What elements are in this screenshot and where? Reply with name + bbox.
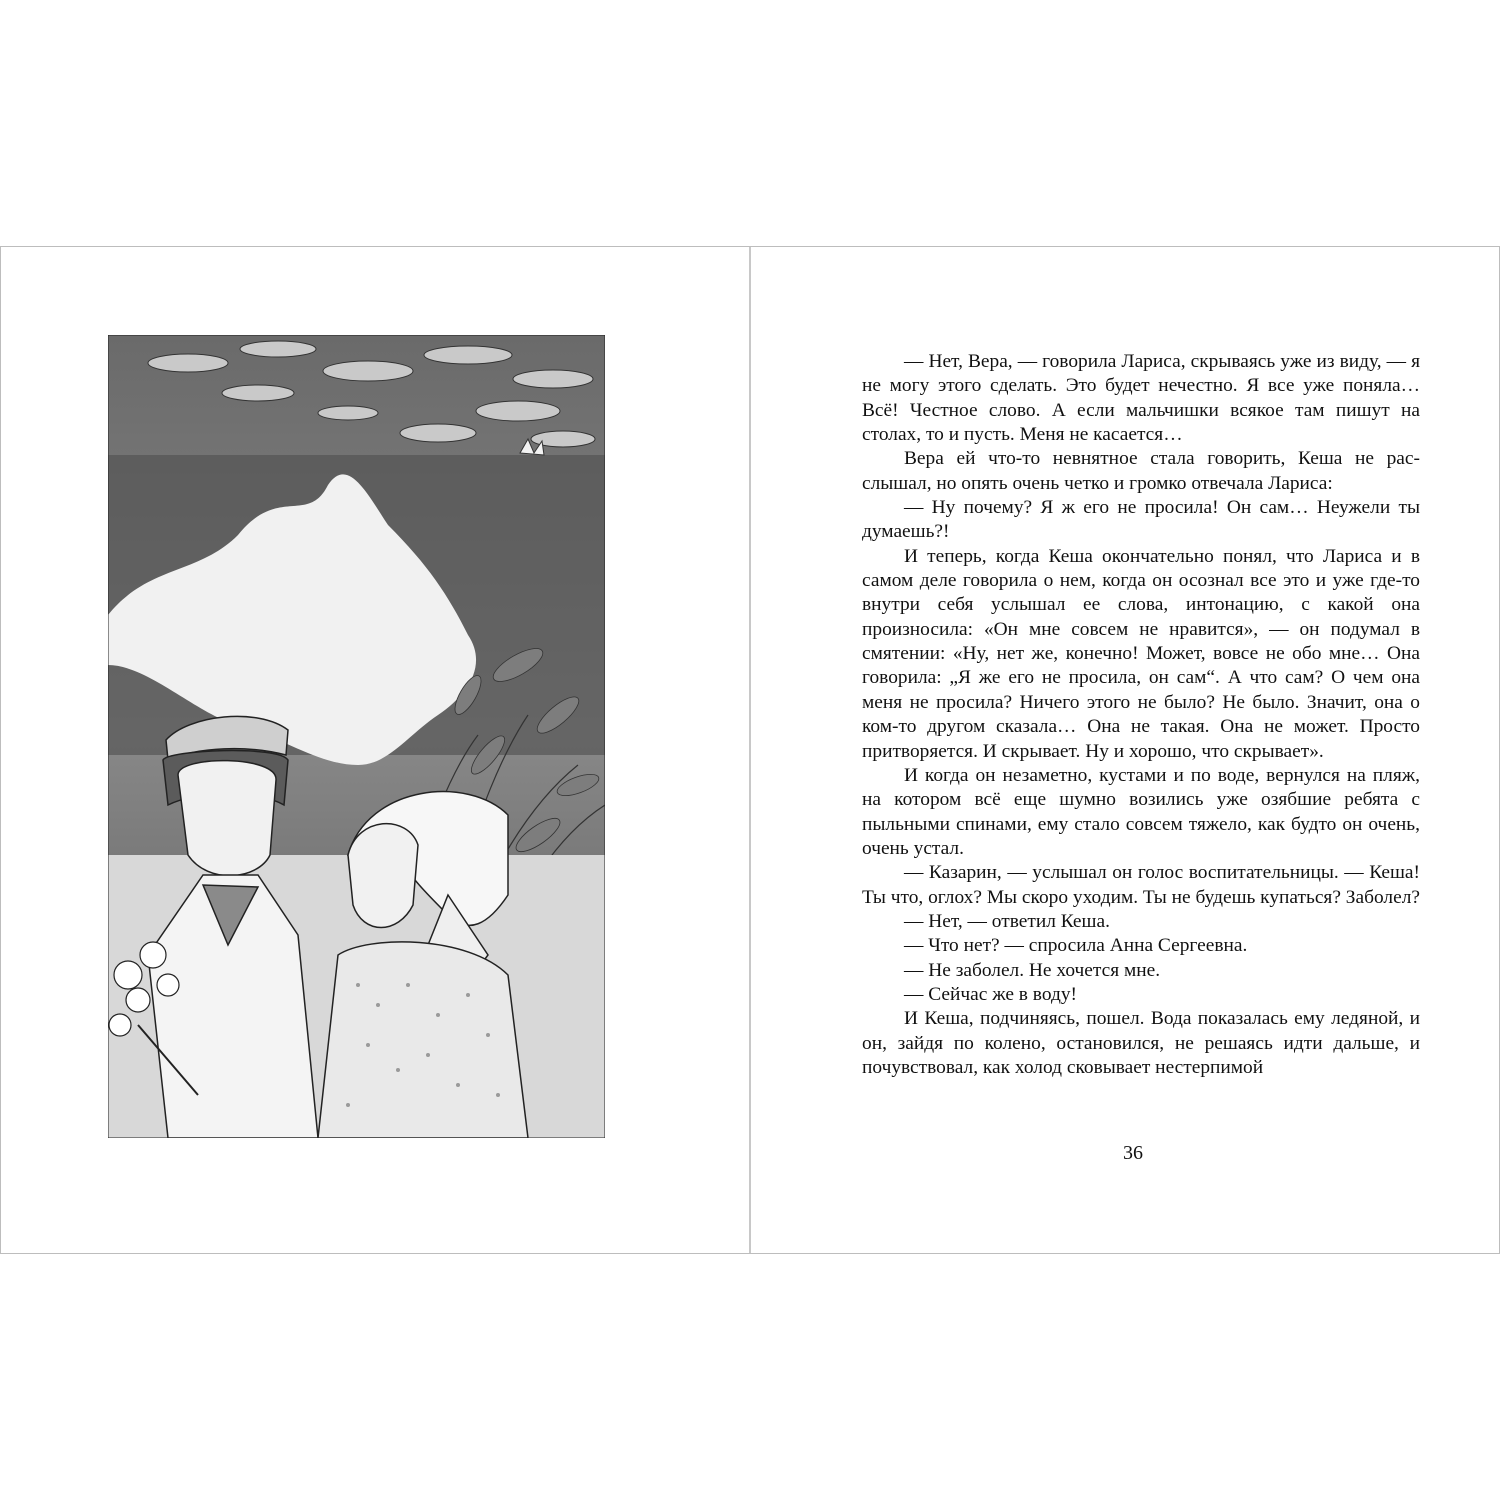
illustration [108, 335, 605, 1138]
paragraph: — Казарин, — услышал он голос воспитательницы. — Кеша! Ты что, оглох? Мы скоро уходим. Ты не будешь купаться? Заболел? [862, 862, 1420, 908]
paragraph: — Сейчас же в воду! [904, 983, 1077, 1005]
page-number: 36 [1123, 1142, 1143, 1164]
paragraph: И когда он незаметно, кустами и по воде, вернулся на пляж, на котором всё еще шумно возились уже озябшие ребята с пыльными спинами, ему стало совсем тяжело, как будто он очень, очень устал. [862, 764, 1420, 859]
paragraph: Вера ей что-то невнятное стала говорить, Кеша не расслышал, но опять очень четко и громко отвечала Лариса: [862, 448, 1420, 494]
paragraph: — Ну почему? Я ж его не просила! Он сам… Неужели ты думаешь?! [862, 497, 1420, 543]
paragraph: И Кеша, подчиняясь, пошел. Вода показалась ему ледяной, и он, зайдя по колено, остановился, не решаясь идти дальше, и почувствовал, как холод сковывает нестерпимой [862, 1008, 1420, 1078]
book-spread [0, 246, 1500, 1254]
paragraph: — Что нет? — спросила Анна Сергеевна. [904, 935, 1248, 957]
paragraph: — Нет, — ответил Кеша. [904, 910, 1110, 932]
body-text [862, 350, 1420, 1080]
paragraph: И теперь, когда Кеша окончательно понял, что Лариса и в самом деле говорила о нем, когда он осознал все это и уже где-то внутри себя услышал ее слова, интонацию, с какой она произносила: «Он мне совсем не нравится», — он подумал в смятении: «Ну, нет же, конечно! Может, вовсе не обо мне… Она говорила: „Я же его не просила, он сам“. А что сам? О чем она меня не просила? Ничего этого не было? Не было. Значит, она о ком-то другом сказала… Она не такая. Она не может. Просто притворяется. И скрывает. Ну и хорошо, что скрывает». [862, 545, 1420, 762]
paragraph: — Нет, Вера, — говорила Лариса, скрываясь уже из виду, — я не могу этого сделать. Это будет нечестно. Я все уже поняла… Всё! Честное слово. А если мальчишки всякое там пишут на столах, то и пусть. Меня не касается… [862, 351, 1420, 446]
paragraph: — Не заболел. Не хочется мне. [904, 959, 1161, 981]
left-page [0, 247, 749, 1253]
